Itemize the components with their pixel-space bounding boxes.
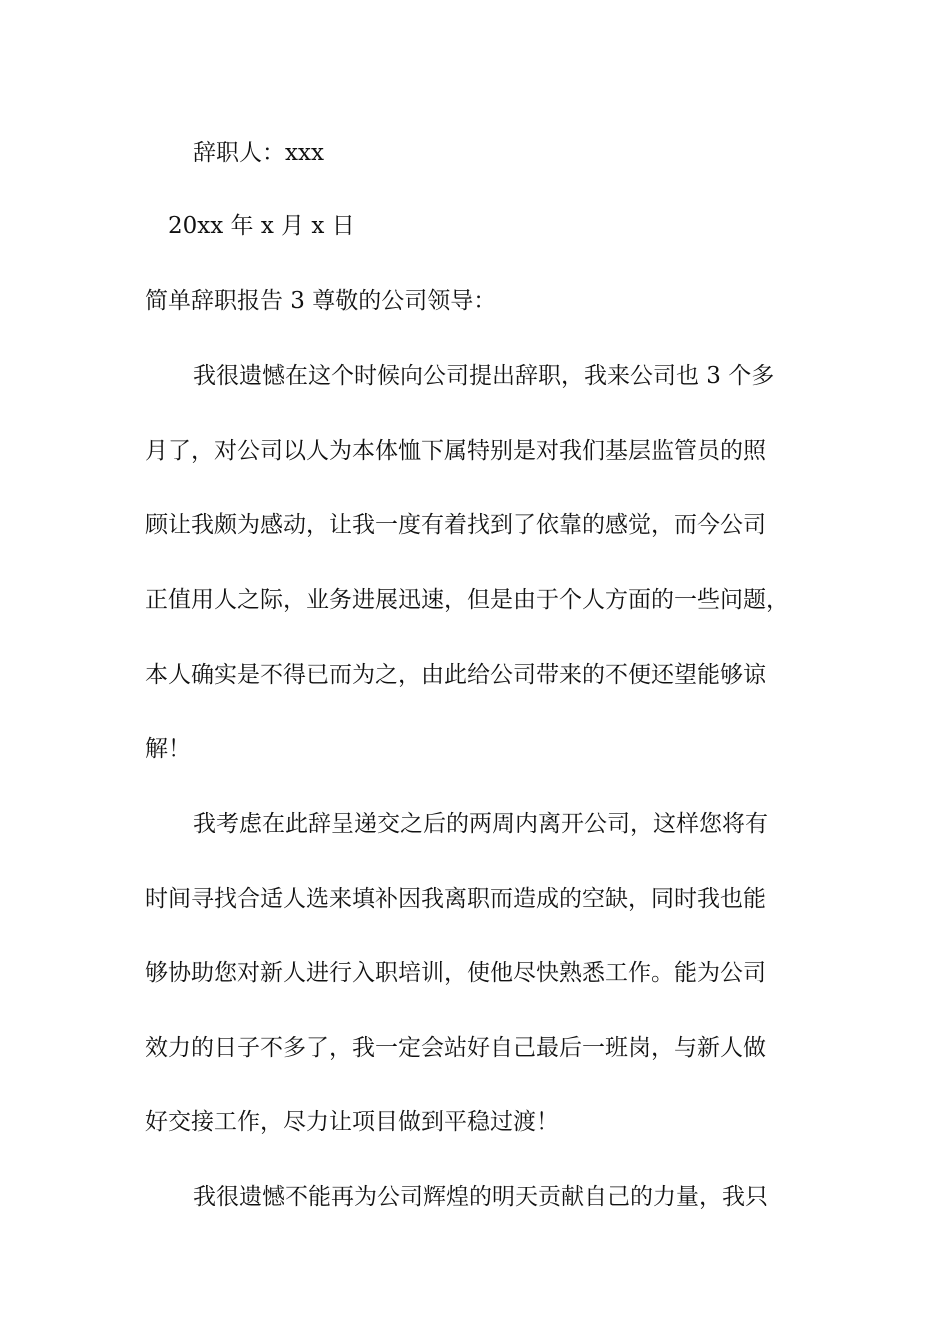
paragraph-line: 我考虑在此辞呈递交之后的两周内离开公司，这样您将有 (193, 811, 768, 837)
paragraph-line: 本人确实是不得已而为之，由此给公司带来的不便还望能够谅 (145, 662, 766, 688)
paragraph-line: 解！ (145, 736, 191, 762)
signature-line: 辞职人：xxx (193, 140, 324, 166)
paragraph-line: 够协助您对新人进行入职培训，使他尽快熟悉工作。能为公司 (145, 960, 766, 986)
paragraph-line: 我很遗憾不能再为公司辉煌的明天贡献自己的力量，我只 (193, 1184, 768, 1210)
paragraph-line: 我很遗憾在这个时候向公司提出辞职，我来公司也 3 个多 (193, 363, 775, 389)
paragraph-line: 顾让我颇为感动，让我一度有着找到了依靠的感觉，而今公司 (145, 512, 766, 538)
paragraph-line: 效力的日子不多了，我一定会站好自己最后一班岗，与新人做 (145, 1035, 766, 1061)
heading-line: 简单辞职报告 3 尊敬的公司领导： (145, 288, 497, 314)
paragraph-line: 正值用人之际，业务进展迅速，但是由于个人方面的一些问题， (145, 587, 789, 613)
paragraph-line: 好交接工作，尽力让项目做到平稳过渡！ (145, 1109, 559, 1135)
paragraph-line: 时间寻找合适人选来填补因我离职而造成的空缺，同时我也能 (145, 886, 766, 912)
date-line: 20xx 年 x 月 x 日 (168, 213, 355, 239)
paragraph-line: 月了，对公司以人为本体恤下属特别是对我们基层监管员的照 (145, 438, 766, 464)
